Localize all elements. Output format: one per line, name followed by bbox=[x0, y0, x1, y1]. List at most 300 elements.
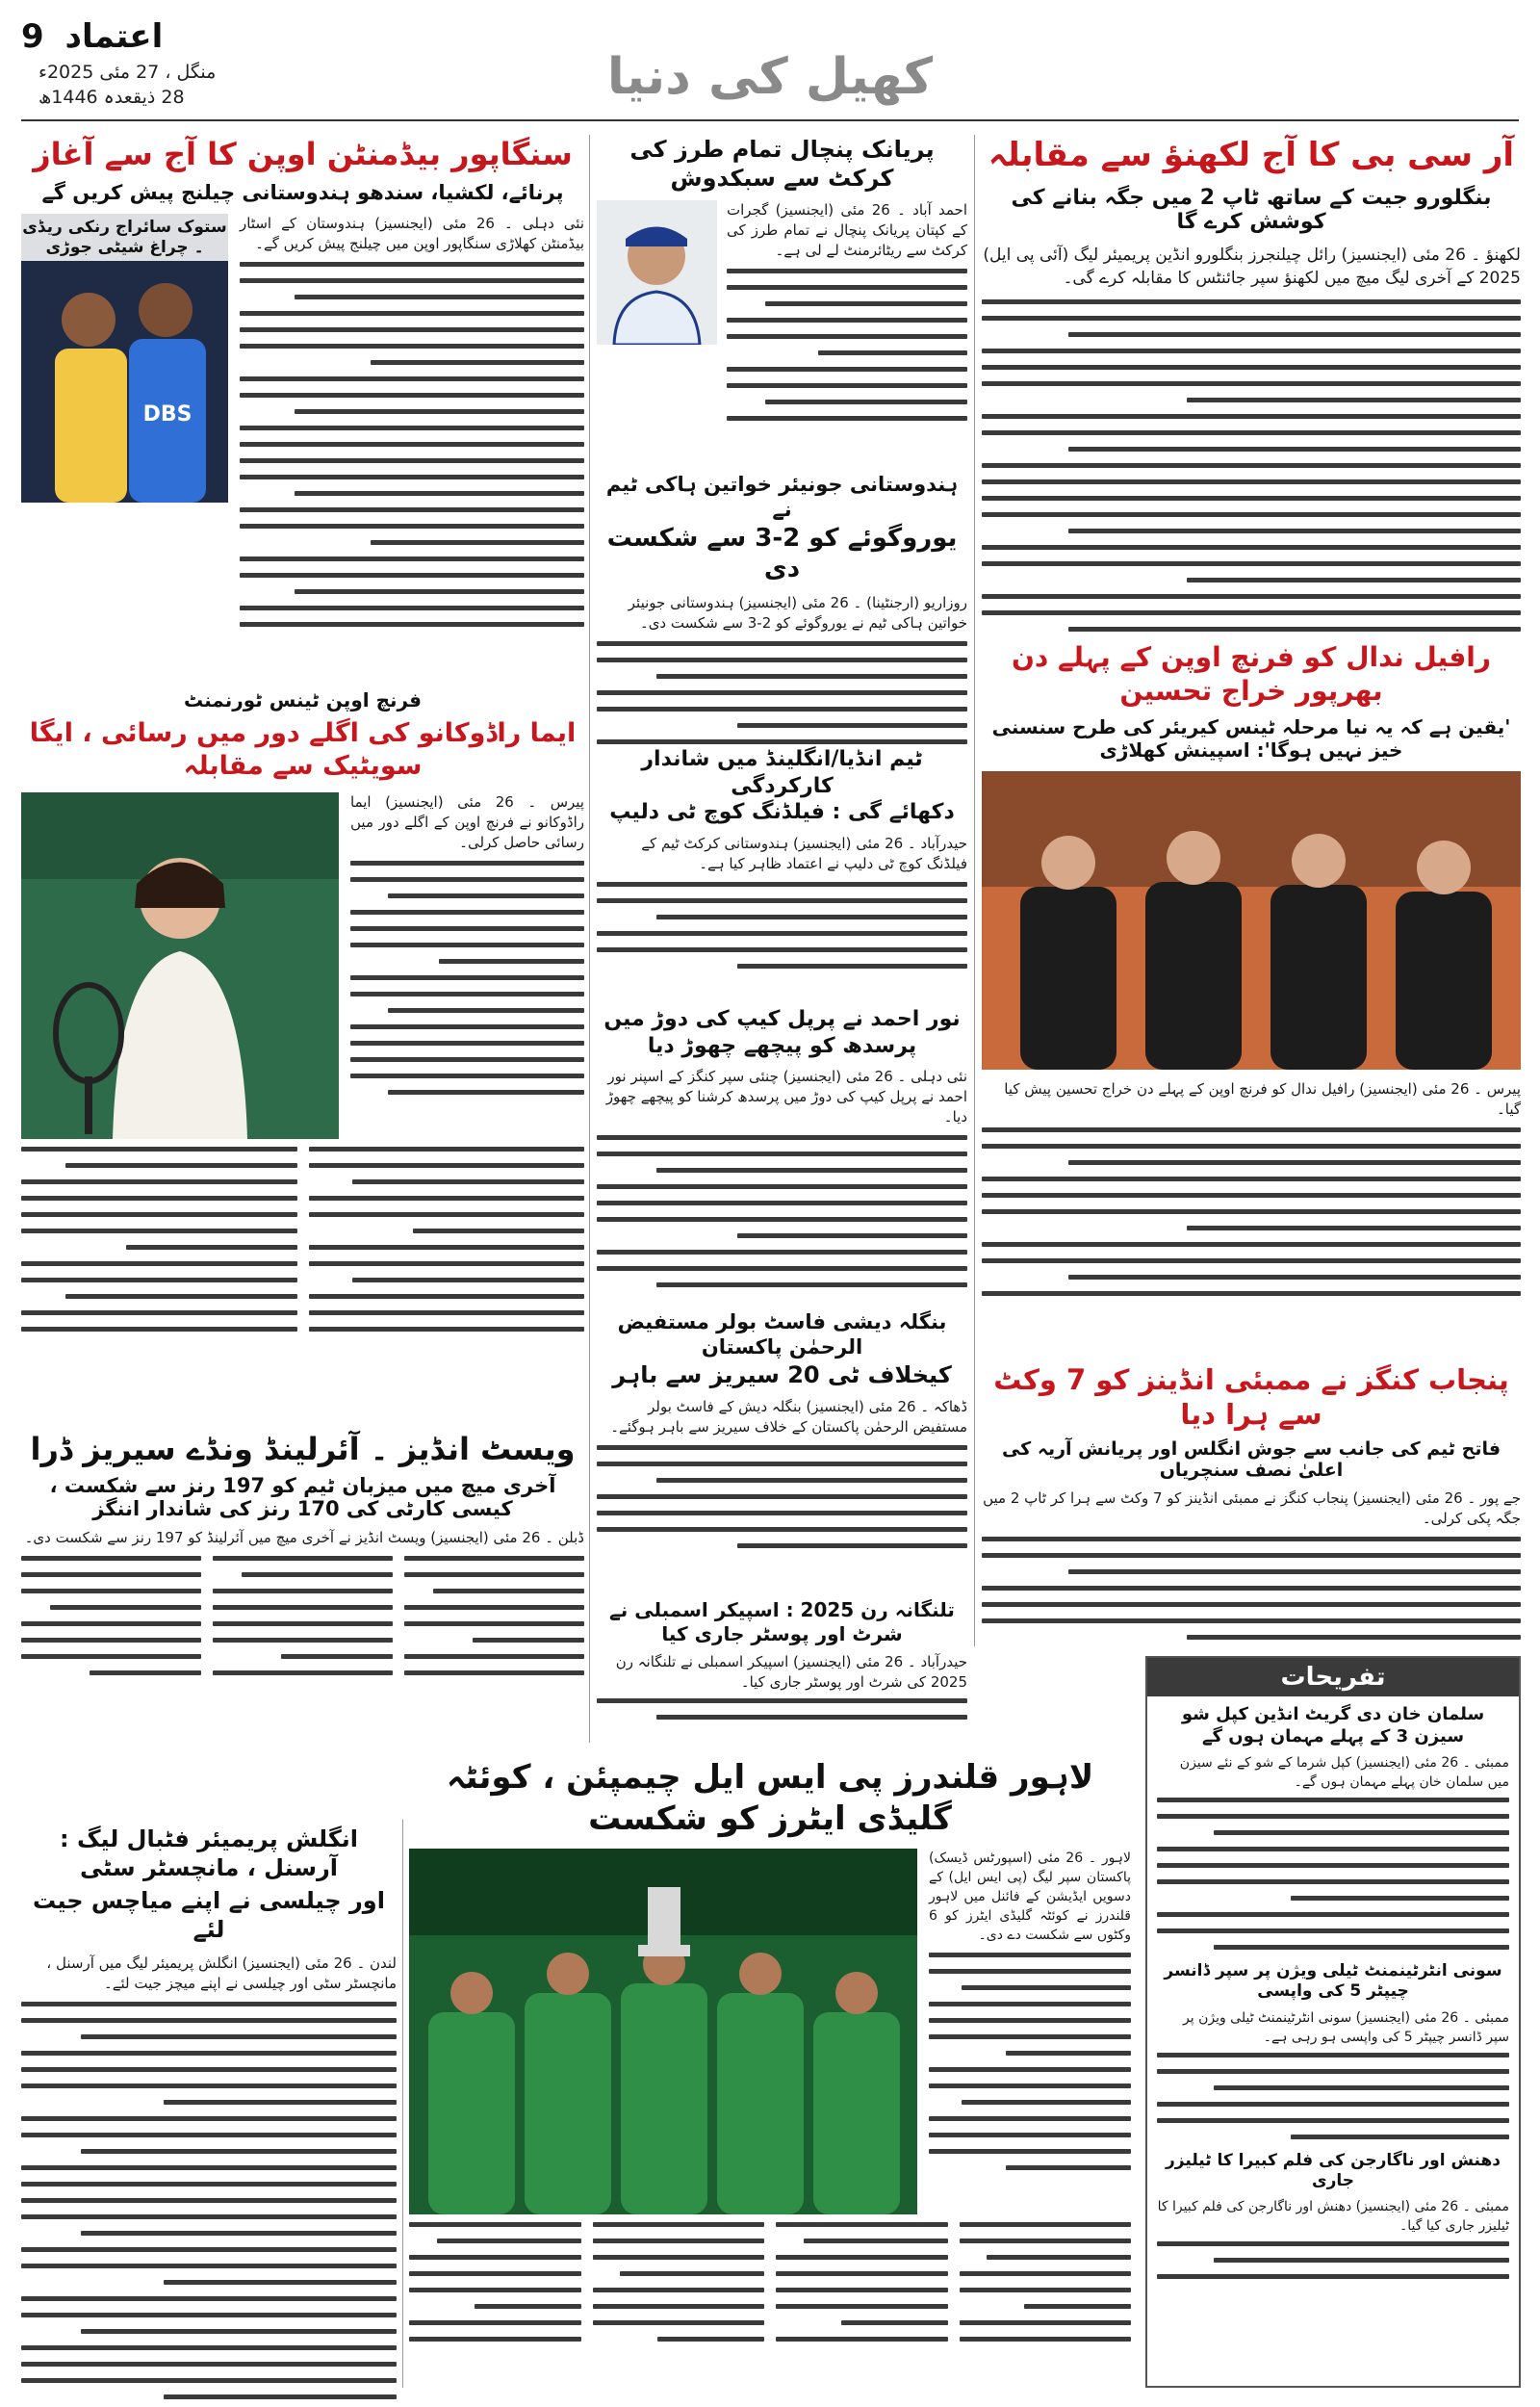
west-indies-body bbox=[21, 1556, 584, 1687]
article-hockey bbox=[597, 472, 967, 732]
text-line bbox=[240, 426, 584, 430]
article-priyank bbox=[597, 135, 967, 457]
text-line bbox=[309, 1212, 585, 1217]
nadal-body bbox=[982, 1127, 1521, 1296]
text-line bbox=[597, 1494, 967, 1499]
text-line bbox=[50, 1605, 201, 1610]
text-line bbox=[597, 707, 967, 712]
text-line bbox=[597, 1462, 967, 1466]
text-line bbox=[21, 2362, 397, 2367]
film-lead: ممبئی ۔ 26 مئی (ایجنسیز) دھنش اور ناگارجن کی فلم کبیرا کا ٹیلیزر جاری کیا گیا۔ bbox=[1157, 2199, 1509, 2234]
text-line bbox=[982, 1537, 1521, 1541]
text-line bbox=[737, 723, 967, 728]
psl-body-bottom bbox=[409, 2222, 1131, 2353]
punjab-headline: پنجاب کنگز نے ممبئی انڈینز کو 7 وکٹ سے ہرا دیا bbox=[993, 1363, 1509, 1432]
text-line bbox=[309, 1261, 585, 1266]
text-line bbox=[81, 2034, 397, 2039]
bangladesh-body bbox=[597, 1445, 967, 1548]
text-line bbox=[240, 376, 584, 381]
article-bangladesh bbox=[597, 1309, 967, 1584]
rcb-lead: لکھنؤ ۔ 26 مئی (ایجنسیز) رائل چیلنجرز بنگلورو انڈین پریمیئر لیگ (آئی پی ایل) 2025 کے آخری لیگ میچ میں لکھنؤ سپر جائنٹس کا مقابلہ کرے گی۔ bbox=[983, 245, 1521, 288]
sony-headline: سونی انٹرٹینمنٹ ٹیلی ویژن پر سپر ڈانسر چیپٹر 5 کی واپسی bbox=[1164, 1961, 1502, 2002]
text-line bbox=[1214, 1945, 1509, 1950]
text-line bbox=[81, 2231, 397, 2236]
salman-body bbox=[1157, 1798, 1509, 1950]
text-line bbox=[388, 1090, 584, 1095]
text-line bbox=[240, 622, 584, 627]
text-line bbox=[21, 2116, 397, 2121]
text-line bbox=[21, 2378, 397, 2383]
article-punjab bbox=[982, 1362, 1521, 1642]
text-line bbox=[727, 367, 967, 372]
text-line bbox=[656, 1282, 967, 1287]
text-line bbox=[350, 861, 584, 866]
text-line bbox=[1157, 2274, 1509, 2279]
text-line bbox=[350, 1041, 584, 1046]
text-line bbox=[982, 1177, 1521, 1181]
text-line bbox=[1006, 2051, 1131, 2056]
text-line bbox=[593, 2320, 765, 2325]
text-line bbox=[1024, 2304, 1131, 2309]
text-line bbox=[982, 479, 1521, 484]
text-line bbox=[765, 301, 967, 306]
text-line bbox=[439, 959, 584, 964]
text-line bbox=[1291, 2135, 1509, 2139]
text-line bbox=[657, 2337, 764, 2342]
article-singapore bbox=[21, 135, 584, 674]
text-line bbox=[475, 2304, 581, 2309]
text-line bbox=[597, 1445, 967, 1450]
text-line bbox=[240, 458, 584, 463]
brand bbox=[21, 17, 163, 56]
film-headline: دھنش اور ناگارجن کی فلم کبیرا کا ٹیلیزر جاری bbox=[1166, 2150, 1501, 2190]
text-line bbox=[21, 1212, 297, 1217]
text-line bbox=[21, 1229, 297, 1233]
text-line bbox=[65, 1163, 297, 1168]
text-line bbox=[21, 1621, 201, 1626]
text-line bbox=[213, 1621, 393, 1626]
text-line bbox=[1068, 1569, 1521, 1574]
column-divider bbox=[589, 135, 590, 1743]
telangana-lead: حیدرآباد ۔ 26 مئی (ایجنسیز) اسپیکر اسمبلی نے تلنگانہ رن 2025 کی شرٹ اور پوسٹر جاری کیا۔ bbox=[615, 1653, 967, 1691]
text-line bbox=[929, 2083, 1131, 2088]
box-entertainment bbox=[1145, 1656, 1521, 2388]
rcb-subhead: بنگلورو جیت کے ساتھ ٹاپ 2 میں جگہ بنانے کی کوشش کرے گا bbox=[1011, 185, 1492, 234]
rcb-body bbox=[982, 299, 1521, 632]
text-line bbox=[404, 1572, 584, 1577]
text-line bbox=[1068, 1160, 1521, 1165]
text-line bbox=[982, 1242, 1521, 1247]
text-line bbox=[1157, 2053, 1509, 2058]
article-telangana bbox=[597, 1598, 967, 1743]
text-line bbox=[213, 1605, 393, 1610]
french-open-body-right bbox=[350, 792, 584, 1139]
text-line bbox=[982, 463, 1521, 468]
text-line bbox=[1157, 2241, 1509, 2246]
text-line bbox=[240, 311, 584, 316]
french-open-lead: پیرس ۔ 26 مئی (ایجنسیز) ایما راڈوکانو نے فرنچ اوپن کے اگلے دور میں رسائی حاصل کرلی۔ bbox=[350, 792, 584, 851]
hockey-body bbox=[597, 641, 967, 744]
text-line bbox=[126, 1245, 297, 1250]
french-open-kicker: فرنچ اوپن ٹینس ٹورنمنٹ bbox=[183, 688, 423, 712]
text-line bbox=[929, 2133, 1131, 2137]
text-line bbox=[21, 1278, 297, 1282]
text-line bbox=[433, 1589, 584, 1593]
text-line bbox=[776, 2288, 948, 2292]
text-line bbox=[656, 674, 967, 679]
text-line bbox=[21, 2296, 397, 2301]
text-line bbox=[982, 1618, 1521, 1623]
text-line bbox=[765, 400, 967, 404]
text-line bbox=[1157, 2102, 1509, 2107]
text-line bbox=[1291, 1896, 1509, 1901]
article-rcb bbox=[982, 135, 1521, 626]
text-line bbox=[597, 1511, 967, 1515]
text-line bbox=[960, 2320, 1132, 2325]
text-line bbox=[21, 1179, 297, 1184]
telangana-headline: تلنگانہ رن 2025 : اسپیکر اسمبلی نے شرٹ اور پوسٹر جاری کیا bbox=[609, 1598, 955, 1645]
text-line bbox=[21, 2214, 397, 2219]
french-open-body-bottom bbox=[21, 1147, 584, 1343]
text-line bbox=[240, 556, 584, 561]
text-line bbox=[404, 1605, 584, 1610]
telangana-body bbox=[597, 1698, 967, 1720]
section-title: کھیل کی دنیا bbox=[606, 48, 934, 106]
text-line bbox=[350, 926, 584, 931]
text-line bbox=[242, 1572, 393, 1577]
psl-photo bbox=[409, 1849, 917, 2214]
text-line bbox=[982, 1602, 1521, 1607]
noor-headline: نور احمد نے پرپل کیپ کی دوڑ میں پرسدھ کو پیچھے چھوڑ دیا bbox=[603, 1007, 961, 1058]
text-line bbox=[597, 882, 967, 887]
text-line bbox=[597, 1250, 967, 1255]
singapore-headline: سنگاپور بیڈمنٹن اوپن کا آج سے آغاز bbox=[33, 136, 573, 172]
text-line bbox=[982, 1127, 1521, 1132]
text-line bbox=[804, 2239, 948, 2243]
text-line bbox=[962, 1985, 1131, 1990]
nadal-lead: پیرس ۔ 26 مئی (ایجنسیز) رافیل ندال کو فرنچ اوپن کے پہلے دن خراج تحسین پیش کیا گیا۔ bbox=[1004, 1080, 1521, 1118]
text-line bbox=[960, 2288, 1132, 2292]
text-line bbox=[21, 2133, 397, 2137]
text-line bbox=[240, 442, 584, 447]
hockey-lead: روزاریو (ارجنٹینا) ۔ 26 مئی (ایجنسیز) ہندوستانی جونیئر خواتین ہاکی ٹیم نے یوروگوئے کو 2-3 سے شکست دی۔ bbox=[628, 593, 967, 632]
text-line bbox=[21, 2345, 397, 2350]
text-line bbox=[597, 1217, 967, 1222]
singapore-photo bbox=[21, 214, 228, 503]
text-line bbox=[982, 610, 1521, 615]
text-line bbox=[81, 2329, 397, 2334]
article-epl bbox=[21, 1825, 397, 2388]
west-indies-lead: ڈبلن ۔ 26 مئی (ایجنسیز) ویسٹ انڈیز نے آخری میچ میں آئرلینڈ کو 197 رنز سے شکست دی۔ bbox=[24, 1529, 584, 1546]
bangladesh-lead: ڈھاکہ ۔ 26 مئی (ایجنسیز) بنگلہ دیش کے فاسٹ بولر مستفیض الرحمٰن پاکستان کے خلاف سیریز سے باہر ہوگئے۔ bbox=[610, 1397, 967, 1436]
text-line bbox=[21, 2313, 397, 2317]
text-line bbox=[982, 349, 1521, 353]
text-line bbox=[240, 327, 584, 332]
fielding-headline-2: دکھائے گی : فیلڈنگ کوچ ٹی دلیپ bbox=[609, 800, 955, 824]
text-line bbox=[597, 690, 967, 695]
text-line bbox=[240, 393, 584, 398]
text-line bbox=[593, 2239, 765, 2243]
text-line bbox=[295, 295, 584, 299]
text-line bbox=[597, 1527, 967, 1532]
text-line bbox=[21, 1589, 201, 1593]
text-line bbox=[21, 2018, 397, 2023]
text-line bbox=[81, 2149, 397, 2154]
rcb-headline: آر سی بی کا آج لکھنؤ سے مقابلہ bbox=[988, 136, 1515, 174]
hockey-headline-1: ہندوستانی جونیئر خواتین ہاکی ٹیم نے bbox=[605, 473, 959, 522]
text-line bbox=[1157, 1814, 1509, 1819]
fielding-headline-1: ٹیم انڈیا/انگلینڈ میں شاندار کارکردگی bbox=[641, 747, 923, 798]
text-line bbox=[929, 2002, 1131, 2006]
nadal-headline: رافیل ندال کو فرنچ اوپن کے پہلے دن بھرپور خراج تحسین bbox=[1012, 641, 1491, 707]
salman-lead: ممبئی ۔ 26 مئی (ایجنسیز) کپل شرما کے شو کے نئے سیزن میں سلمان خان پہلے مہمان ہوں گے۔ bbox=[1179, 1755, 1509, 1790]
text-line bbox=[388, 1008, 584, 1013]
text-line bbox=[240, 606, 584, 610]
text-line bbox=[437, 2239, 581, 2243]
noor-lead: نئی دہلی ۔ 26 مئی (ایجنسیز) چنئی سپر کنگز کے اسپنر نور احمد نے پرپل کیپ کی دوڑ میں پرسدھ کرشنا کو پیچھے چھوڑ دیا۔ bbox=[605, 1068, 967, 1126]
text-line bbox=[737, 1233, 967, 1238]
text-line bbox=[727, 285, 967, 290]
text-line bbox=[295, 491, 584, 496]
text-line bbox=[1068, 627, 1521, 632]
priyank-headline: پریانک پنچال تمام طرز کی کرکٹ سے سبکدوش bbox=[629, 136, 935, 192]
text-line bbox=[1068, 529, 1521, 533]
text-line bbox=[240, 524, 584, 529]
text-line bbox=[727, 318, 967, 323]
epl-headline: انگلش پریمیئر فٹبال لیگ : آرسنل ، مانچسٹر سٹی bbox=[59, 1825, 359, 1881]
text-line bbox=[21, 2264, 397, 2268]
text-line bbox=[21, 1147, 297, 1152]
text-line bbox=[1068, 332, 1521, 337]
text-line bbox=[597, 641, 967, 646]
text-line bbox=[21, 2051, 397, 2056]
text-line bbox=[982, 1553, 1521, 1558]
article-noor bbox=[597, 1006, 967, 1295]
text-line bbox=[1157, 1912, 1509, 1917]
text-line bbox=[409, 2320, 581, 2325]
singapore-photo-caption: ستوک سائراج رنکی ریڈی ۔ چراغ شیٹی جوڑی bbox=[21, 214, 228, 261]
text-line bbox=[982, 430, 1521, 435]
text-line bbox=[776, 2304, 948, 2309]
text-line bbox=[350, 975, 584, 980]
text-line bbox=[473, 1638, 584, 1643]
article-nadal bbox=[982, 640, 1521, 1348]
text-line bbox=[164, 2280, 397, 2285]
singapore-body bbox=[240, 214, 584, 638]
text-line bbox=[593, 2288, 765, 2292]
text-line bbox=[776, 2271, 948, 2276]
text-line bbox=[620, 2271, 764, 2276]
text-line bbox=[982, 299, 1521, 304]
date-hijri: 28 ذیقعدہ 1446ھ bbox=[38, 87, 185, 108]
text-line bbox=[737, 1543, 967, 1548]
text-line bbox=[982, 561, 1521, 566]
text-line bbox=[65, 1294, 297, 1299]
noor-body bbox=[597, 1135, 967, 1287]
text-line bbox=[962, 2100, 1131, 2105]
bangladesh-headline-1: بنگلہ دیشی فاسٹ بولر مستفیض الرحمٰن پاکستان bbox=[617, 1310, 947, 1359]
sony-body bbox=[1157, 2053, 1509, 2139]
article-psl bbox=[409, 1757, 1131, 2388]
sony-lead: ممبئی ۔ 26 مئی (ایجنسیز) سونی انٹرٹینمنٹ ٹیلی ویژن پر سپر ڈانسر چیپٹر 5 کی واپسی ہو رہی ہے۔ bbox=[1183, 2009, 1509, 2045]
text-line bbox=[929, 2018, 1131, 2023]
text-line bbox=[929, 2116, 1131, 2121]
text-line bbox=[727, 269, 967, 273]
text-line bbox=[982, 594, 1521, 599]
text-line bbox=[1157, 1928, 1509, 1933]
priyank-lead: احمد آباد ۔ 26 مئی (ایجنسیز) گجرات کے کپتان پریانک پنچال نے تمام طرز کی کرکٹ سے ریٹائرمنٹ لے لی ہے۔ bbox=[727, 201, 967, 259]
text-line bbox=[960, 2337, 1132, 2342]
page-number: 9 bbox=[21, 17, 44, 56]
text-line bbox=[597, 1152, 967, 1156]
text-line bbox=[240, 278, 584, 283]
text-line bbox=[929, 2067, 1131, 2072]
text-line bbox=[404, 1670, 584, 1675]
text-line bbox=[960, 2271, 1132, 2276]
text-line bbox=[350, 1057, 584, 1062]
text-line bbox=[309, 1245, 585, 1250]
text-line bbox=[982, 512, 1521, 517]
text-line bbox=[1157, 1879, 1509, 1884]
text-line bbox=[21, 1196, 297, 1201]
text-line bbox=[21, 1638, 201, 1643]
text-line bbox=[409, 2222, 581, 2227]
nadal-photo bbox=[982, 771, 1521, 1070]
text-line bbox=[240, 507, 584, 512]
text-line bbox=[982, 365, 1521, 370]
text-line bbox=[1157, 2118, 1509, 2123]
text-line bbox=[21, 1310, 297, 1315]
text-line bbox=[295, 589, 584, 594]
text-line bbox=[597, 658, 967, 662]
text-line bbox=[597, 1698, 967, 1703]
raducanu-photo bbox=[21, 792, 339, 1139]
brand-name: اعتماد bbox=[64, 17, 164, 56]
text-line bbox=[1068, 447, 1521, 452]
text-line bbox=[982, 414, 1521, 419]
text-line bbox=[1157, 2069, 1509, 2074]
text-line bbox=[1214, 1830, 1509, 1835]
text-line bbox=[960, 2222, 1132, 2227]
west-indies-subhead: آخری میچ میں میزبان ٹیم کو 197 رنز سے شکست ، کیسی کارٹی کی 170 رنز کی شاندار اننگز bbox=[49, 1474, 556, 1520]
text-line bbox=[776, 2222, 948, 2227]
text-line bbox=[164, 2394, 397, 2399]
fielding-lead: حیدرآباد ۔ 26 مئی (ایجنسیز) ہندوستانی کرکٹ ٹیم کے فیلڈنگ کوچ ٹی دلیپ نے اعتماد ظاہر کیا ہے۔ bbox=[641, 834, 967, 872]
column-divider bbox=[974, 135, 975, 1646]
text-line bbox=[982, 1291, 1521, 1296]
punjab-lead: جے پور ۔ 26 مئی (ایجنسیز) پنجاب کنگز نے ممبئی انڈینز کو 7 وکٹ سے ہرا کر ٹاپ 2 میں جگہ پکی کرلی۔ bbox=[983, 1488, 1521, 1527]
psl-body-right bbox=[929, 1849, 1131, 2214]
text-line bbox=[1006, 2165, 1131, 2170]
text-line bbox=[841, 2320, 948, 2325]
text-line bbox=[240, 344, 584, 349]
text-line bbox=[727, 416, 967, 421]
text-line bbox=[371, 540, 584, 545]
text-line bbox=[597, 931, 967, 936]
text-line bbox=[409, 2337, 581, 2342]
text-line bbox=[213, 1638, 393, 1643]
fielding-body bbox=[597, 882, 967, 969]
punjab-subhead: فاتح ٹیم کی جانب سے جوش انگلس اور پریانش آریہ کی اعلیٰ نصف سنچریاں bbox=[1001, 1437, 1502, 1481]
text-line bbox=[21, 1654, 201, 1659]
nadal-subhead: 'یقین ہے کہ یہ نیا مرحلہ ٹینس کیریئر کی طرح سنسنی خیز نہیں ہوگا': اسپینش کھلاڑی bbox=[991, 715, 1511, 762]
text-line bbox=[281, 1654, 393, 1659]
masthead bbox=[0, 0, 1540, 116]
text-line bbox=[982, 381, 1521, 386]
text-line bbox=[21, 1327, 297, 1332]
epl-subhead: اور چیلسی نے اپنے میاچس جیت لئے bbox=[33, 1887, 385, 1943]
text-line bbox=[240, 475, 584, 479]
article-west-indies bbox=[21, 1430, 584, 1810]
text-line bbox=[982, 316, 1521, 321]
text-line bbox=[982, 545, 1521, 550]
text-line bbox=[21, 2182, 397, 2187]
text-line bbox=[309, 1294, 585, 1299]
date-gregorian: منگل ، 27 مئی 2025ء bbox=[38, 62, 217, 83]
text-line bbox=[350, 992, 584, 996]
text-line bbox=[371, 360, 584, 365]
west-indies-headline: ویسٹ انڈیز ۔ آئرلینڈ ونڈے سیریز ڈرا bbox=[30, 1431, 576, 1467]
text-line bbox=[309, 1196, 585, 1201]
text-line bbox=[352, 1278, 584, 1282]
text-line bbox=[929, 1969, 1131, 1974]
text-line bbox=[1187, 1226, 1521, 1230]
text-line bbox=[929, 2149, 1131, 2154]
text-line bbox=[597, 1266, 967, 1271]
text-line bbox=[164, 2100, 397, 2105]
text-line bbox=[1187, 398, 1521, 402]
text-line bbox=[929, 2034, 1131, 2039]
text-line bbox=[90, 1670, 201, 1675]
text-line bbox=[21, 1261, 297, 1266]
text-line bbox=[656, 1715, 967, 1720]
text-line bbox=[240, 262, 584, 267]
text-line bbox=[213, 1589, 393, 1593]
text-line bbox=[1068, 1275, 1521, 1280]
text-line bbox=[987, 2255, 1131, 2260]
text-line bbox=[597, 947, 967, 952]
text-line bbox=[409, 2255, 581, 2260]
text-line bbox=[982, 1258, 1521, 1263]
text-line bbox=[404, 1621, 584, 1626]
text-line bbox=[982, 1144, 1521, 1149]
text-line bbox=[350, 910, 584, 915]
priyank-photo bbox=[597, 200, 717, 345]
priyank-body bbox=[727, 200, 967, 432]
text-line bbox=[21, 2247, 397, 2252]
text-line bbox=[727, 383, 967, 388]
punjab-body bbox=[982, 1537, 1521, 1640]
text-line bbox=[656, 1168, 967, 1173]
article-fielding bbox=[597, 746, 967, 992]
text-line bbox=[818, 350, 967, 355]
text-line bbox=[213, 1556, 393, 1561]
text-line bbox=[656, 915, 967, 919]
text-line bbox=[593, 2304, 765, 2309]
hockey-headline-2: یوروگوئے کو 2-3 سے شکست دی bbox=[606, 523, 958, 583]
text-line bbox=[350, 877, 584, 882]
text-line bbox=[597, 1184, 967, 1189]
text-line bbox=[213, 1670, 393, 1675]
dates bbox=[38, 60, 216, 110]
epl-body bbox=[21, 2002, 397, 2399]
text-line bbox=[352, 1179, 584, 1184]
text-line bbox=[982, 496, 1521, 501]
french-open-headline: ایما راڈوکانو کی اگلے دور میں رسائی ، ایگا سویٹیک سے مقابلہ bbox=[29, 718, 577, 781]
text-line bbox=[309, 1327, 585, 1332]
text-line bbox=[593, 2255, 765, 2260]
text-line bbox=[982, 1209, 1521, 1214]
